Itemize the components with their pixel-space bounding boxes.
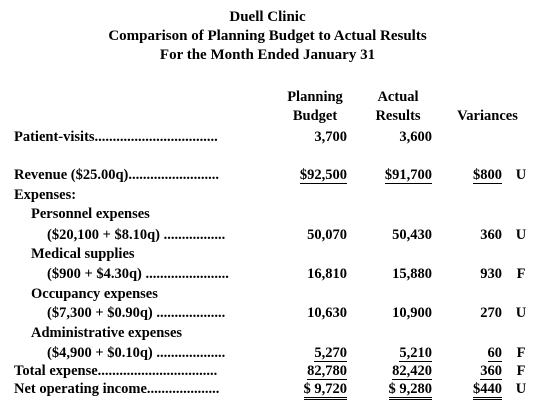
row-label: Medical supplies	[31, 246, 135, 262]
planning-value: 3,700	[314, 129, 347, 145]
variance-value: 360	[480, 227, 502, 243]
planning-value: $ 9,720	[304, 381, 348, 400]
row-personnel-expenses	[0, 226, 535, 245]
variance-flag: F	[516, 363, 526, 379]
variance-value: 930	[480, 266, 502, 282]
variance-value: $440	[473, 381, 502, 400]
variance-flag: U	[515, 167, 527, 183]
row-label: Patient-visits..................................	[14, 129, 218, 145]
actual-value: 50,430	[392, 227, 432, 243]
row-label: Net operating income....................	[14, 381, 220, 397]
report-subtitle: Comparison of Planning Budget to Actual Results	[108, 28, 427, 44]
row-label: Revenue ($25.00q).........................	[14, 167, 220, 183]
planning-value: 16,810	[307, 266, 347, 282]
planning-value: 5,270	[314, 345, 347, 361]
report-title: Duell Clinic	[229, 9, 306, 25]
actual-value: 82,420	[392, 363, 432, 379]
planning-value: 82,780	[307, 363, 347, 379]
row-total-expense	[0, 362, 535, 381]
actual-value: 15,880	[392, 266, 432, 282]
row-label: Personnel expenses	[31, 206, 150, 222]
row-occupancy-expenses	[0, 304, 535, 323]
row-net-operating-income	[0, 380, 535, 399]
column-header-variances: Variances	[457, 108, 518, 124]
row-patient-visits	[0, 128, 535, 147]
actual-value: $ 9,280	[389, 381, 433, 400]
variance-flag: U	[515, 381, 527, 397]
row-personnel-heading	[0, 205, 535, 224]
actual-value: $91,700	[384, 167, 432, 183]
row-label: Expenses:	[14, 187, 77, 203]
actual-value: 10,900	[392, 305, 432, 321]
row-occupancy-heading	[0, 285, 535, 304]
variance-flag: U	[515, 305, 527, 321]
row-medical-heading	[0, 245, 535, 264]
row-administrative-expenses	[0, 344, 535, 363]
row-label: ($4,900 + $0.10q) ...................	[47, 345, 226, 361]
row-medical-supplies	[0, 265, 535, 284]
variance-flag: F	[516, 266, 526, 282]
row-label: ($20,100 + $8.10q) .................	[47, 227, 226, 243]
variance-flag: U	[515, 227, 527, 243]
row-expenses-heading	[0, 186, 535, 205]
report-period: For the Month Ended January 31	[159, 47, 376, 63]
row-label: Occupancy expenses	[31, 286, 158, 302]
variance-value: 60	[487, 345, 502, 361]
row-label: Administrative expenses	[31, 325, 183, 341]
row-revenue	[0, 166, 535, 185]
column-header-planning-budget: Planning Budget	[287, 89, 343, 124]
variance-flag: F	[516, 345, 526, 361]
actual-value: 3,600	[399, 129, 432, 145]
row-label: ($900 + $4.30q) .......................	[47, 266, 229, 282]
planning-value: $92,500	[299, 167, 347, 183]
row-label: ($7,300 + $0.90q) ...................	[47, 305, 226, 321]
variance-value: $800	[473, 167, 502, 183]
planning-value: 50,070	[307, 227, 347, 243]
planning-value: 10,630	[307, 305, 347, 321]
column-header-actual-results: Actual Results	[375, 89, 421, 124]
variance-value: 270	[480, 305, 502, 321]
variance-value: 360	[480, 363, 502, 379]
actual-value: 5,210	[399, 345, 432, 361]
row-administrative-heading	[0, 324, 535, 343]
row-label: Total expense.................................	[14, 363, 218, 379]
